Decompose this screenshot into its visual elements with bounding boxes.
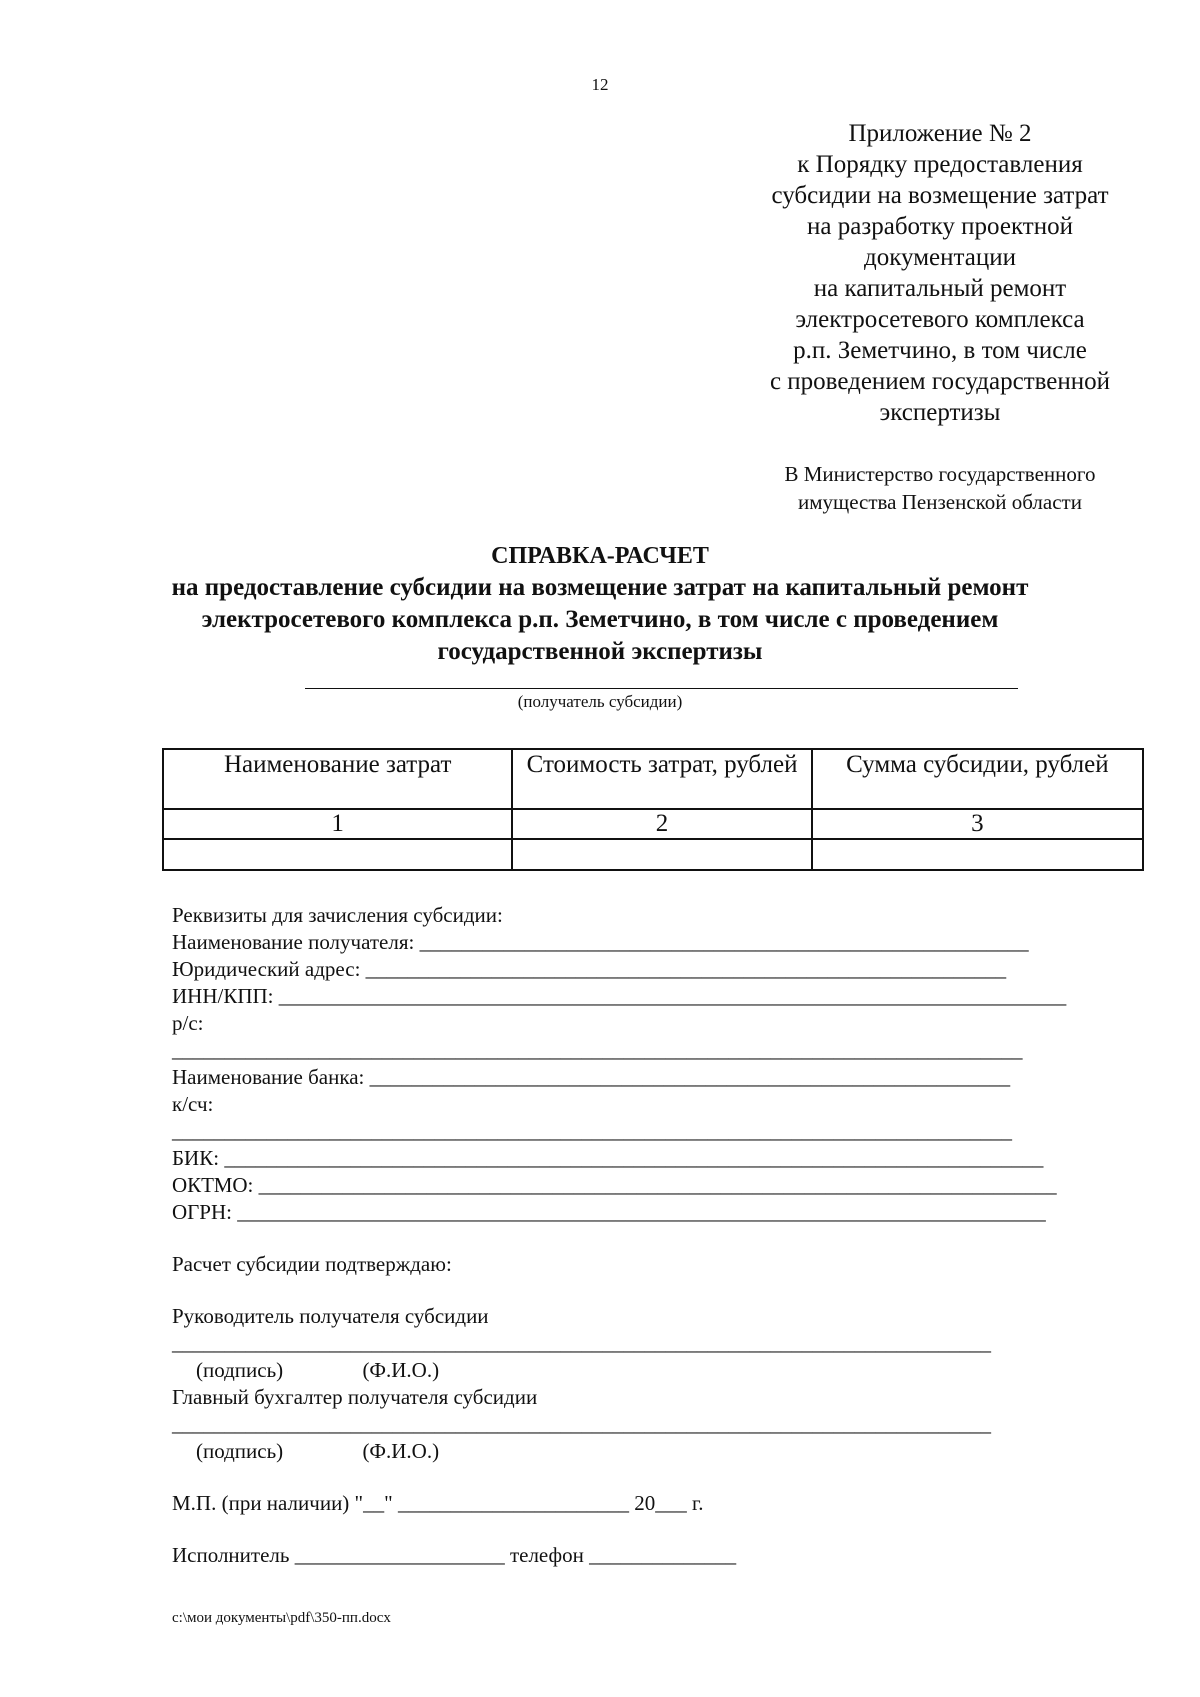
addressee	[700, 460, 1180, 516]
bank-name-field[interactable]: Наименование банка: _____________________________________________________________	[172, 1065, 1011, 1089]
table-cell[interactable]	[163, 839, 512, 870]
corr-account-label: к/сч:	[172, 1092, 214, 1116]
column-number: 1	[163, 809, 512, 839]
appendix-line: на капитальный ремонт	[813, 275, 1067, 302]
account-field[interactable]: _________________________________________________________________________________	[172, 1038, 1023, 1062]
addressee-line: В Министерство государственного	[784, 462, 1096, 486]
head-signature-field[interactable]: ______________________________________________________________________________	[172, 1331, 991, 1355]
appendix-header	[700, 118, 1180, 428]
legal-address-field[interactable]: Юридический адрес: _____________________________________________________________	[172, 957, 1007, 981]
column-number: 3	[812, 809, 1143, 839]
name-caption: (Ф.И.О.)	[362, 1439, 440, 1463]
table-cell[interactable]	[812, 839, 1143, 870]
recipient-field-line[interactable]	[305, 688, 1018, 689]
table-number-row	[163, 809, 1143, 839]
details-heading: Реквизиты для зачисления субсидии:	[172, 903, 503, 927]
header-cost-name: Наименование затрат	[163, 749, 512, 809]
accountant-signature-caption	[172, 1438, 1066, 1465]
bik-field[interactable]: БИК: ______________________________________________________________________________	[172, 1146, 1044, 1170]
table-row	[163, 839, 1143, 870]
name-caption: (Ф.И.О.)	[362, 1358, 440, 1382]
recipient-name-field[interactable]: Наименование получателя: __________________________________________________________	[172, 930, 1029, 954]
document-title	[0, 540, 1200, 668]
table-header-row	[163, 749, 1143, 809]
title-line: электросетевого комплекса р.п. Земетчино, в том числе с проведением	[201, 606, 999, 633]
accountant-signature-field[interactable]: ______________________________________________________________________________	[172, 1412, 991, 1436]
column-number: 2	[512, 809, 811, 839]
confirmation-label: Расчет субсидии подтверждаю:	[172, 1252, 452, 1276]
signature-caption: (подпись)	[196, 1358, 284, 1382]
account-label: р/с:	[172, 1011, 204, 1035]
addressee-line: имущества Пензенской области	[798, 490, 1082, 514]
appendix-line: с проведением государственной	[769, 368, 1111, 395]
executor-field[interactable]: Исполнитель ____________________ телефон ______________	[172, 1543, 737, 1567]
header-cost-amount: Стоимость затрат, рублей	[512, 749, 811, 809]
page-number: 12	[591, 75, 609, 94]
inn-kpp-field[interactable]: ИНН/КПП: ___________________________________________________________________________	[172, 984, 1067, 1008]
payment-details	[172, 902, 1066, 1569]
title-line: на предоставление субсидии на возмещение затрат на капитальный ремонт	[171, 574, 1029, 601]
signature-caption: (подпись)	[196, 1439, 284, 1463]
appendix-line: Приложение № 2	[848, 120, 1032, 147]
appendix-line: субсидии на возмещение затрат	[771, 182, 1109, 209]
table-cell[interactable]	[512, 839, 811, 870]
title-line: государственной экспертизы	[437, 638, 763, 665]
ogrn-field[interactable]: ОГРН: _____________________________________________________________________________	[172, 1200, 1046, 1224]
recipient-caption: (получатель субсидии)	[517, 692, 683, 711]
appendix-line: р.п. Земетчино, в том числе	[793, 337, 1087, 364]
accountant-label: Главный бухгалтер получателя субсидии	[172, 1385, 538, 1409]
appendix-line: экспертизы	[879, 399, 1001, 426]
appendix-line: на разработку проектной	[807, 213, 1073, 240]
appendix-line: электросетевого комплекса	[795, 306, 1085, 333]
header-subsidy-amount: Сумма субсидии, рублей	[812, 749, 1143, 809]
head-signature-caption	[172, 1357, 1066, 1384]
title-heading: СПРАВКА-РАСЧЕТ	[491, 543, 709, 569]
corr-account-field[interactable]: ________________________________________________________________________________	[172, 1119, 1012, 1143]
costs-table	[162, 748, 1144, 871]
oktmo-field[interactable]: ОКТМО: ____________________________________________________________________________	[172, 1173, 1057, 1197]
stamp-date-field[interactable]: М.П. (при наличии) "__" ______________________ 20___ г.	[172, 1491, 704, 1515]
appendix-line: к Порядку предоставления	[797, 151, 1083, 178]
appendix-line: документации	[864, 244, 1016, 271]
head-label: Руководитель получателя субсидии	[172, 1304, 489, 1328]
file-path: c:\мои документы\pdf\350-пп.docx	[172, 1610, 391, 1626]
